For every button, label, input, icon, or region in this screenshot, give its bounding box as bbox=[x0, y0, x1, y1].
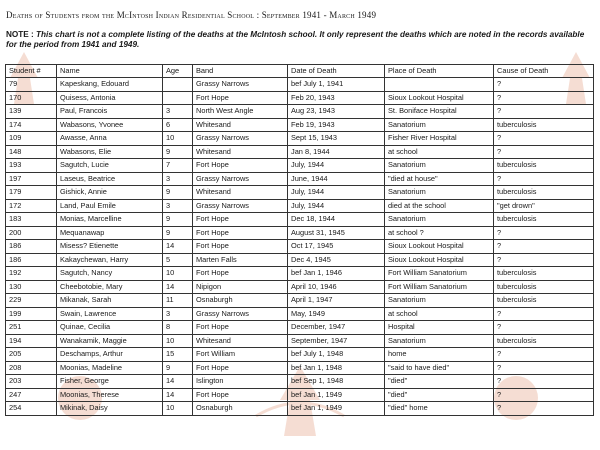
table-row bbox=[6, 159, 594, 173]
cell-place-of-death: "died" bbox=[385, 375, 494, 389]
document-title: Deaths of Students from the McIntosh Indian Residential School : September 1941 - March 1949 bbox=[6, 10, 377, 20]
table-body bbox=[6, 78, 594, 416]
cell-band: Fort William bbox=[193, 348, 288, 362]
cell-student-number: 179 bbox=[6, 186, 57, 200]
cell-band: Grassy Narrows bbox=[193, 78, 288, 92]
cell-name: Misess? Etienette bbox=[57, 240, 163, 254]
cell-place-of-death: Fort William Sanatorium bbox=[385, 280, 494, 294]
cell-place-of-death: died at the school bbox=[385, 199, 494, 213]
table-row bbox=[6, 253, 594, 267]
table-row bbox=[6, 226, 594, 240]
note-body: This chart is not a complete listing of the deaths at the McIntosh school. It only represent the deaths which are noted in the records available for the period from 1941 and 1949. bbox=[6, 30, 585, 49]
cell-student-number: 192 bbox=[6, 267, 57, 281]
cell-place-of-death: at school bbox=[385, 307, 494, 321]
cell-student-number: 139 bbox=[6, 105, 57, 119]
cell-name: Paul, Francois bbox=[57, 105, 163, 119]
table-row bbox=[6, 213, 594, 227]
cell-name: Wanakamik, Maggie bbox=[57, 334, 163, 348]
cell-date-of-death: bef Jan 1, 1949 bbox=[288, 402, 385, 416]
cell-cause-of-death: ? bbox=[494, 105, 594, 119]
table-row bbox=[6, 334, 594, 348]
cell-name: Gishick, Annie bbox=[57, 186, 163, 200]
table-row bbox=[6, 172, 594, 186]
cell-student-number: 203 bbox=[6, 375, 57, 389]
cell-place-of-death: Fisher River Hospital bbox=[385, 132, 494, 146]
cell-band: Marten Falls bbox=[193, 253, 288, 267]
cell-band: Whitesand bbox=[193, 118, 288, 132]
cell-name: Mikinak, Daisy bbox=[57, 402, 163, 416]
cell-place-of-death: "said to have died" bbox=[385, 361, 494, 375]
document-note bbox=[6, 30, 594, 50]
cell-name: Quinae, Cecilia bbox=[57, 321, 163, 335]
header-band: Band bbox=[193, 65, 288, 78]
cell-band: Whitesand bbox=[193, 186, 288, 200]
cell-band: Fort Hope bbox=[193, 226, 288, 240]
cell-age: 5 bbox=[163, 253, 193, 267]
cell-name: Deschamps, Arthur bbox=[57, 348, 163, 362]
cell-place-of-death: Sanatorium bbox=[385, 213, 494, 227]
cell-age: 9 bbox=[163, 361, 193, 375]
cell-date-of-death: Dec 18, 1944 bbox=[288, 213, 385, 227]
cell-age: 14 bbox=[163, 388, 193, 402]
cell-band: Fort Hope bbox=[193, 321, 288, 335]
cell-age: 9 bbox=[163, 213, 193, 227]
cell-date-of-death: bef Sep 1, 1948 bbox=[288, 375, 385, 389]
cell-age: 15 bbox=[163, 348, 193, 362]
table-row bbox=[6, 186, 594, 200]
cell-band: North West Angle bbox=[193, 105, 288, 119]
cell-date-of-death: July, 1944 bbox=[288, 159, 385, 173]
cell-date-of-death: Sept 15, 1943 bbox=[288, 132, 385, 146]
note-lead: NOTE : bbox=[6, 30, 34, 39]
cell-date-of-death: Feb 20, 1943 bbox=[288, 91, 385, 105]
cell-band: Grassy Narrows bbox=[193, 199, 288, 213]
cell-cause-of-death: ? bbox=[494, 321, 594, 335]
cell-place-of-death bbox=[385, 78, 494, 92]
cell-cause-of-death: ? bbox=[494, 307, 594, 321]
header-age: Age bbox=[163, 65, 193, 78]
header-student-number: Student # bbox=[6, 65, 57, 78]
cell-student-number: 197 bbox=[6, 172, 57, 186]
cell-age: 9 bbox=[163, 186, 193, 200]
cell-cause-of-death: ? bbox=[494, 145, 594, 159]
cell-cause-of-death: ? bbox=[494, 375, 594, 389]
cell-name: Sagutch, Nancy bbox=[57, 267, 163, 281]
cell-band: Fort Hope bbox=[193, 267, 288, 281]
deaths-table bbox=[5, 64, 594, 416]
cell-cause-of-death: ? bbox=[494, 361, 594, 375]
cell-age: 9 bbox=[163, 145, 193, 159]
table-row bbox=[6, 199, 594, 213]
cell-name: Sagutch, Lucie bbox=[57, 159, 163, 173]
cell-band: Nipigon bbox=[193, 280, 288, 294]
cell-cause-of-death: ? bbox=[494, 402, 594, 416]
cell-date-of-death: Aug 23, 1943 bbox=[288, 105, 385, 119]
table-row bbox=[6, 294, 594, 308]
cell-name: Moonias, Madeline bbox=[57, 361, 163, 375]
cell-band: Islington bbox=[193, 375, 288, 389]
table-row bbox=[6, 118, 594, 132]
cell-name: Quisess, Antonia bbox=[57, 91, 163, 105]
cell-student-number: 254 bbox=[6, 402, 57, 416]
cell-student-number: 205 bbox=[6, 348, 57, 362]
table-row bbox=[6, 105, 594, 119]
cell-age: 10 bbox=[163, 402, 193, 416]
cell-student-number: 199 bbox=[6, 307, 57, 321]
cell-name: Monias, Marcelline bbox=[57, 213, 163, 227]
cell-name: Kapeskang, Edouard bbox=[57, 78, 163, 92]
table-row bbox=[6, 388, 594, 402]
cell-cause-of-death: ? bbox=[494, 240, 594, 254]
cell-name: Kakaychewan, Harry bbox=[57, 253, 163, 267]
cell-date-of-death: July, 1944 bbox=[288, 186, 385, 200]
cell-student-number: 183 bbox=[6, 213, 57, 227]
cell-band: Grassy Narrows bbox=[193, 132, 288, 146]
cell-student-number: 229 bbox=[6, 294, 57, 308]
table-header bbox=[6, 65, 594, 78]
cell-age bbox=[163, 78, 193, 92]
cell-name: Moonias, Therese bbox=[57, 388, 163, 402]
cell-place-of-death: Sanatorium bbox=[385, 334, 494, 348]
cell-band: Fort Hope bbox=[193, 240, 288, 254]
table-header-row bbox=[6, 65, 594, 78]
cell-student-number: 186 bbox=[6, 240, 57, 254]
cell-name: Awasse, Anna bbox=[57, 132, 163, 146]
cell-age: 7 bbox=[163, 159, 193, 173]
cell-date-of-death: July, 1944 bbox=[288, 199, 385, 213]
cell-band: Fort Hope bbox=[193, 213, 288, 227]
cell-student-number: 251 bbox=[6, 321, 57, 335]
cell-date-of-death: December, 1947 bbox=[288, 321, 385, 335]
cell-band: Grassy Narrows bbox=[193, 172, 288, 186]
cell-date-of-death: Oct 17, 1945 bbox=[288, 240, 385, 254]
table-row bbox=[6, 240, 594, 254]
cell-age: 8 bbox=[163, 321, 193, 335]
cell-age: 10 bbox=[163, 132, 193, 146]
cell-date-of-death: bef Jan 1, 1946 bbox=[288, 267, 385, 281]
cell-place-of-death: Sioux Lookout Hospital bbox=[385, 253, 494, 267]
table-row bbox=[6, 321, 594, 335]
cell-age: 14 bbox=[163, 375, 193, 389]
cell-cause-of-death: ? bbox=[494, 78, 594, 92]
table-row bbox=[6, 280, 594, 294]
cell-date-of-death: Dec 4, 1945 bbox=[288, 253, 385, 267]
cell-student-number: 247 bbox=[6, 388, 57, 402]
cell-name: Laseus, Beatrice bbox=[57, 172, 163, 186]
cell-date-of-death: April 10, 1946 bbox=[288, 280, 385, 294]
cell-student-number: 79 bbox=[6, 78, 57, 92]
cell-place-of-death: "died" bbox=[385, 388, 494, 402]
cell-age: 6 bbox=[163, 118, 193, 132]
cell-student-number: 174 bbox=[6, 118, 57, 132]
cell-student-number: 170 bbox=[6, 91, 57, 105]
cell-cause-of-death: tuberculosis bbox=[494, 213, 594, 227]
cell-student-number: 130 bbox=[6, 280, 57, 294]
cell-date-of-death: April 1, 1947 bbox=[288, 294, 385, 308]
cell-band: Osnaburgh bbox=[193, 402, 288, 416]
cell-cause-of-death: ? bbox=[494, 91, 594, 105]
table-row bbox=[6, 145, 594, 159]
cell-cause-of-death: tuberculosis bbox=[494, 334, 594, 348]
table-row bbox=[6, 375, 594, 389]
cell-place-of-death: Sanatorium bbox=[385, 186, 494, 200]
cell-band: Whitesand bbox=[193, 145, 288, 159]
cell-date-of-death: September, 1947 bbox=[288, 334, 385, 348]
cell-student-number: 208 bbox=[6, 361, 57, 375]
cell-cause-of-death: ? bbox=[494, 348, 594, 362]
cell-place-of-death: Sioux Lookout Hospital bbox=[385, 240, 494, 254]
cell-band: Fort Hope bbox=[193, 388, 288, 402]
cell-name: Cheebotobie, Mary bbox=[57, 280, 163, 294]
cell-name: Swain, Lawrence bbox=[57, 307, 163, 321]
cell-age: 3 bbox=[163, 307, 193, 321]
cell-age: 3 bbox=[163, 199, 193, 213]
cell-place-of-death: Sanatorium bbox=[385, 294, 494, 308]
cell-name: Wabasons, Elie bbox=[57, 145, 163, 159]
cell-date-of-death: bef Jan 1, 1948 bbox=[288, 361, 385, 375]
cell-date-of-death: Feb 19, 1943 bbox=[288, 118, 385, 132]
cell-cause-of-death: tuberculosis bbox=[494, 267, 594, 281]
cell-age: 10 bbox=[163, 334, 193, 348]
cell-place-of-death: Sanatorium bbox=[385, 159, 494, 173]
header-cause-of-death: Cause of Death bbox=[494, 65, 594, 78]
cell-place-of-death: Fort William Sanatorium bbox=[385, 267, 494, 281]
cell-date-of-death: Jan 8, 1944 bbox=[288, 145, 385, 159]
cell-date-of-death: bef July 1, 1948 bbox=[288, 348, 385, 362]
table-row bbox=[6, 78, 594, 92]
cell-name: Mikanak, Sarah bbox=[57, 294, 163, 308]
cell-age: 3 bbox=[163, 105, 193, 119]
table-row bbox=[6, 361, 594, 375]
cell-date-of-death: June, 1944 bbox=[288, 172, 385, 186]
cell-name: Land, Paul Emile bbox=[57, 199, 163, 213]
cell-age: 3 bbox=[163, 172, 193, 186]
cell-name: Wabasons, Yvonee bbox=[57, 118, 163, 132]
cell-age: 14 bbox=[163, 240, 193, 254]
cell-cause-of-death: tuberculosis bbox=[494, 280, 594, 294]
table-row bbox=[6, 267, 594, 281]
cell-student-number: 186 bbox=[6, 253, 57, 267]
cell-cause-of-death: tuberculosis bbox=[494, 118, 594, 132]
cell-cause-of-death: ? bbox=[494, 172, 594, 186]
table-row bbox=[6, 348, 594, 362]
cell-place-of-death: at school bbox=[385, 145, 494, 159]
cell-student-number: 193 bbox=[6, 159, 57, 173]
cell-band: Osnaburgh bbox=[193, 294, 288, 308]
cell-date-of-death: bef Jan 1, 1949 bbox=[288, 388, 385, 402]
cell-age: 14 bbox=[163, 280, 193, 294]
cell-student-number: 172 bbox=[6, 199, 57, 213]
cell-name: Fisher, George bbox=[57, 375, 163, 389]
cell-place-of-death: home bbox=[385, 348, 494, 362]
cell-age: 11 bbox=[163, 294, 193, 308]
cell-cause-of-death: tuberculosis bbox=[494, 294, 594, 308]
cell-cause-of-death: tuberculosis bbox=[494, 186, 594, 200]
cell-cause-of-death: ? bbox=[494, 388, 594, 402]
cell-place-of-death: at school ? bbox=[385, 226, 494, 240]
table-row bbox=[6, 402, 594, 416]
cell-cause-of-death: ? bbox=[494, 253, 594, 267]
cell-band: Whitesand bbox=[193, 334, 288, 348]
cell-age: 9 bbox=[163, 226, 193, 240]
cell-band: Fort Hope bbox=[193, 91, 288, 105]
cell-student-number: 200 bbox=[6, 226, 57, 240]
cell-place-of-death: Sioux Lookout Hospital bbox=[385, 91, 494, 105]
cell-name: Mequanawap bbox=[57, 226, 163, 240]
cell-date-of-death: May, 1949 bbox=[288, 307, 385, 321]
cell-band: Fort Hope bbox=[193, 159, 288, 173]
cell-age: 10 bbox=[163, 267, 193, 281]
cell-student-number: 109 bbox=[6, 132, 57, 146]
cell-place-of-death: Hospital bbox=[385, 321, 494, 335]
header-name: Name bbox=[57, 65, 163, 78]
cell-student-number: 148 bbox=[6, 145, 57, 159]
cell-cause-of-death: "get drown" bbox=[494, 199, 594, 213]
cell-place-of-death: "died" home bbox=[385, 402, 494, 416]
cell-cause-of-death: ? bbox=[494, 226, 594, 240]
table-row bbox=[6, 132, 594, 146]
cell-band: Fort Hope bbox=[193, 361, 288, 375]
header-place-of-death: Place of Death bbox=[385, 65, 494, 78]
header-date-of-death: Date of Death bbox=[288, 65, 385, 78]
cell-place-of-death: Sanatorium bbox=[385, 118, 494, 132]
cell-student-number: 194 bbox=[6, 334, 57, 348]
cell-cause-of-death: ? bbox=[494, 132, 594, 146]
table-row bbox=[6, 91, 594, 105]
cell-band: Grassy Narrows bbox=[193, 307, 288, 321]
cell-cause-of-death: tuberculosis bbox=[494, 159, 594, 173]
cell-date-of-death: bef July 1, 1941 bbox=[288, 78, 385, 92]
table-row bbox=[6, 307, 594, 321]
cell-place-of-death: St. Boniface Hospital bbox=[385, 105, 494, 119]
cell-place-of-death: "died at house" bbox=[385, 172, 494, 186]
cell-age bbox=[163, 91, 193, 105]
cell-date-of-death: August 31, 1945 bbox=[288, 226, 385, 240]
